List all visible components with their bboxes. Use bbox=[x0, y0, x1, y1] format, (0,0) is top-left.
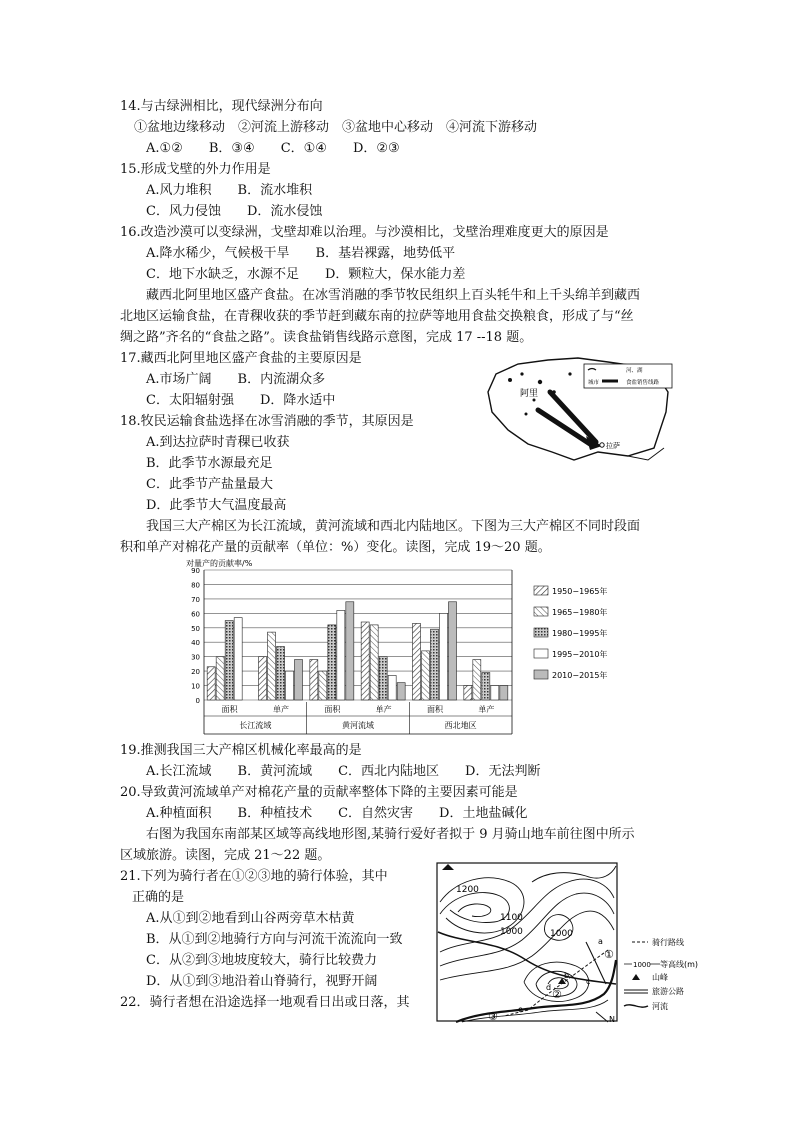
chart-ylabel: 对量产的贡献率/% bbox=[186, 559, 253, 568]
q14-stem: 14.与古绿洲相比，现代绿洲分布向 bbox=[120, 99, 323, 114]
q17-stem: 17.藏西北阿里地区盛产食盐的主要原因是 bbox=[120, 351, 362, 366]
lake-dot bbox=[520, 372, 523, 375]
chart-ytick-label: 40 bbox=[191, 639, 200, 648]
chart-bar bbox=[413, 623, 421, 700]
q21-stem-2: 正确的是 bbox=[132, 890, 185, 905]
q21-option-a: A.从①到②地看到山谷两旁草木枯黄 bbox=[146, 911, 355, 926]
legend-route-label: 食盐销售线路 bbox=[626, 380, 660, 386]
chart-bar bbox=[277, 647, 285, 700]
chart-subcategory-label: 面积 bbox=[221, 705, 238, 714]
chart-bar bbox=[379, 657, 387, 700]
contour-label-1000: 1000 bbox=[500, 927, 523, 937]
q18-option-c: C．此季节产盐量最大 bbox=[146, 477, 273, 492]
chart-bar bbox=[491, 686, 499, 700]
chart-subcategory-label: 单产 bbox=[375, 705, 392, 714]
chart-legend-label: 1995−2010年 bbox=[552, 650, 608, 659]
q18-stem: 18.牧民运输食盐选择在冰雪消融的季节，其原因是 bbox=[120, 414, 414, 429]
q15-options-2: C．风力侵蚀 D．流水侵蚀 bbox=[146, 204, 323, 219]
ride-passage-2: 区域旅游。读图，完成 21～22 题。 bbox=[120, 848, 331, 863]
legend-peak: 山峰 bbox=[652, 973, 668, 982]
letter-d: d bbox=[546, 983, 552, 992]
q17-options-1: A.市场广阔 B．内流湖众多 bbox=[146, 372, 326, 387]
letter-e: e bbox=[518, 1005, 523, 1014]
chart-bar bbox=[286, 671, 294, 700]
q14-options: A.①② B．③④ C．①④ D．②③ bbox=[146, 141, 400, 156]
chart-ytick-label: 20 bbox=[191, 668, 200, 677]
chart-ytick-label: 50 bbox=[191, 624, 200, 633]
chart-bar bbox=[295, 660, 303, 700]
chart-bar bbox=[337, 610, 345, 700]
cotton-passage-1: 我国三大产棉区为长江流域，黄河流域和西北内陆地区。下图为三大产棉区不同时段面 bbox=[146, 519, 641, 534]
lake-dot bbox=[568, 372, 571, 375]
chart-ytick-label: 30 bbox=[191, 653, 200, 662]
chart-bar bbox=[319, 671, 327, 700]
ride-passage-1: 右图为我国东南部某区域等高线地形图,某骑行爱好者拟于 9 月骑山地车前往图中所示 bbox=[146, 827, 635, 842]
q18-option-d: D．此季节大气温度最高 bbox=[146, 498, 287, 513]
legend-city-label: 城市 bbox=[588, 380, 600, 386]
chart-subcategory-label: 单产 bbox=[478, 705, 495, 714]
q17-options-2: C．太阳辐射强 D．降水适中 bbox=[146, 393, 336, 408]
chart-legend-label: 2010−2015年 bbox=[552, 671, 608, 680]
q21-option-d: D．从①到③地沿着山脊骑行，视野开阔 bbox=[146, 974, 378, 989]
lhasa-marker bbox=[600, 443, 604, 447]
chart-bar bbox=[328, 625, 336, 700]
chart-legend-label: 1965−1980年 bbox=[552, 608, 608, 617]
chart-ytick-label: 10 bbox=[191, 682, 200, 691]
chart-bar bbox=[207, 667, 215, 700]
chart-bar bbox=[482, 673, 490, 700]
q18-option-a: A.到达拉萨时青稞已收获 bbox=[146, 435, 290, 450]
legend-river: 河流 bbox=[652, 1002, 668, 1011]
chart-bar bbox=[370, 625, 378, 700]
letter-a: a bbox=[598, 937, 603, 946]
chart-subcategory-label: 面积 bbox=[324, 705, 341, 714]
point-2: ② bbox=[552, 988, 562, 1001]
chart-bar bbox=[422, 651, 430, 700]
salt-passage-3: 绸之路”齐名的“食盐之路”。读食盐销售线路示意图，完成 17 --18 题。 bbox=[120, 330, 533, 345]
q21-stem-1: 21.下列为骑行者在①②③地的骑行体验，其中 bbox=[120, 869, 388, 884]
chart-bar bbox=[397, 683, 405, 700]
chart-bar bbox=[500, 686, 508, 700]
legend-road: 旅游公路 bbox=[652, 987, 684, 996]
chart-ytick-label: 70 bbox=[191, 595, 200, 604]
chart-ytick-label: 80 bbox=[191, 581, 200, 590]
q22-stem: 22．骑行者想在沿途选择一地观看日出或日落，其 bbox=[120, 995, 410, 1010]
chart-bar bbox=[216, 657, 224, 700]
chart-bar bbox=[449, 602, 457, 700]
point-1: ① bbox=[604, 948, 614, 961]
north-label: N bbox=[609, 1015, 615, 1024]
chart-legend-swatch bbox=[534, 670, 548, 679]
chart-bar bbox=[464, 686, 472, 700]
chart-legend-swatch bbox=[534, 649, 548, 658]
chart-bar bbox=[310, 660, 318, 700]
chart-subcategory-label: 单产 bbox=[273, 705, 289, 714]
q18-option-b: B．此季节水源最充足 bbox=[146, 456, 273, 471]
salt-passage-1: 藏西北阿里地区盛产食盐。在冰雪消融的季节牧民组织上百头牦牛和上千头绵羊到藏西 bbox=[146, 288, 641, 303]
q16-options-2: C．地下水缺乏，水源不足 D．颗粒大，保水能力差 bbox=[146, 267, 466, 282]
letter-c: c bbox=[586, 977, 591, 986]
q14-statements: ①盆地边缘移动 ②河流上游移动 ③盆地中心移动 ④河流下游移动 bbox=[134, 120, 538, 135]
salt-passage-2: 北地区运输食盐，在青稞收获的季节赶到藏东南的拉萨等地用食盐交换粮食，形成了与“丝 bbox=[120, 309, 634, 324]
legend-contour-value: 1000 bbox=[633, 961, 651, 969]
q16-options-1: A.降水稀少，气候极干旱 B．基岩裸露，地势低平 bbox=[146, 246, 456, 261]
chart-bar bbox=[440, 613, 448, 700]
chart-bar bbox=[346, 602, 354, 700]
chart-legend-label: 1950−1965年 bbox=[552, 587, 608, 596]
q19-stem: 19.推测我国三大产棉区机械化率最高的是 bbox=[120, 743, 362, 758]
chart-group-label: 西北地区 bbox=[444, 721, 477, 730]
q19-options: A.长江流域 B．黄河流域 C．西北内陆地区 D．无法判断 bbox=[146, 764, 541, 779]
point-3: ③ bbox=[488, 1010, 498, 1023]
chart-bar bbox=[473, 660, 481, 700]
q15-stem: 15.形成戈壁的外力作用是 bbox=[120, 162, 271, 177]
chart-legend-label: 1980−1995年 bbox=[552, 629, 608, 638]
cotton-contribution-chart bbox=[178, 556, 618, 740]
lake-dot bbox=[538, 380, 542, 384]
chart-group-label: 长江流域 bbox=[239, 721, 272, 730]
contour-label-1200: 1200 bbox=[456, 885, 479, 895]
chart-bar bbox=[268, 632, 276, 700]
q15-options-1: A.风力堆积 B．流水堆积 bbox=[146, 183, 313, 198]
chart-legend-swatch bbox=[534, 628, 548, 637]
contour-label-1000-b: 1000 bbox=[550, 929, 573, 939]
legend-lake-label: 河、湖 bbox=[626, 368, 643, 374]
chart-ytick-label: 90 bbox=[191, 567, 200, 575]
chart-subcategory-label: 面积 bbox=[427, 705, 443, 714]
contour-map bbox=[436, 862, 699, 1024]
chart-bar bbox=[431, 629, 439, 700]
cotton-passage-2: 积和单产对棉花产量的贡献率（单位：%）变化。读图，完成 19～20 题。 bbox=[120, 540, 551, 555]
chart-legend-swatch bbox=[534, 586, 548, 595]
legend-route: 骑行路线 bbox=[652, 938, 684, 947]
chart-ytick-label: 60 bbox=[191, 610, 200, 619]
chart-group-label: 黄河流域 bbox=[342, 721, 374, 730]
legend-contour: 等高线(m) bbox=[660, 960, 699, 969]
q20-options: A.种植面积 B．种植技术 C．自然灾害 D．土地盐碱化 bbox=[146, 806, 528, 821]
salt-route-map bbox=[478, 352, 678, 464]
q21-option-c: C．从②到③地坡度较大，骑行比较费力 bbox=[146, 953, 377, 968]
q20-stem: 20.导致黄河流域单产对棉花产量的贡献率整体下降的主要因素可能是 bbox=[120, 785, 518, 800]
lhasa-label: 拉萨 bbox=[606, 442, 620, 450]
q21-option-b: B．从①到②地骑行方向与河流干流流向一致 bbox=[146, 932, 403, 947]
chart-bar bbox=[234, 618, 242, 700]
chart-legend-swatch bbox=[534, 607, 548, 616]
chart-bar bbox=[225, 621, 233, 700]
contour-label-1100: 1100 bbox=[500, 913, 523, 923]
q16-stem: 16.改造沙漠可以变绿洲，戈壁却难以治理。与沙漠相比，戈壁治理难度更大的原因是 bbox=[120, 225, 609, 240]
chart-bar bbox=[361, 622, 369, 700]
lake-dot bbox=[525, 413, 528, 416]
ali-label: 阿里 bbox=[520, 389, 539, 399]
chart-bar bbox=[259, 657, 267, 700]
letter-b: b bbox=[564, 971, 570, 980]
lake-dot bbox=[508, 378, 512, 382]
chart-ytick-label: 0 bbox=[195, 697, 200, 705]
chart-bar bbox=[388, 675, 396, 700]
